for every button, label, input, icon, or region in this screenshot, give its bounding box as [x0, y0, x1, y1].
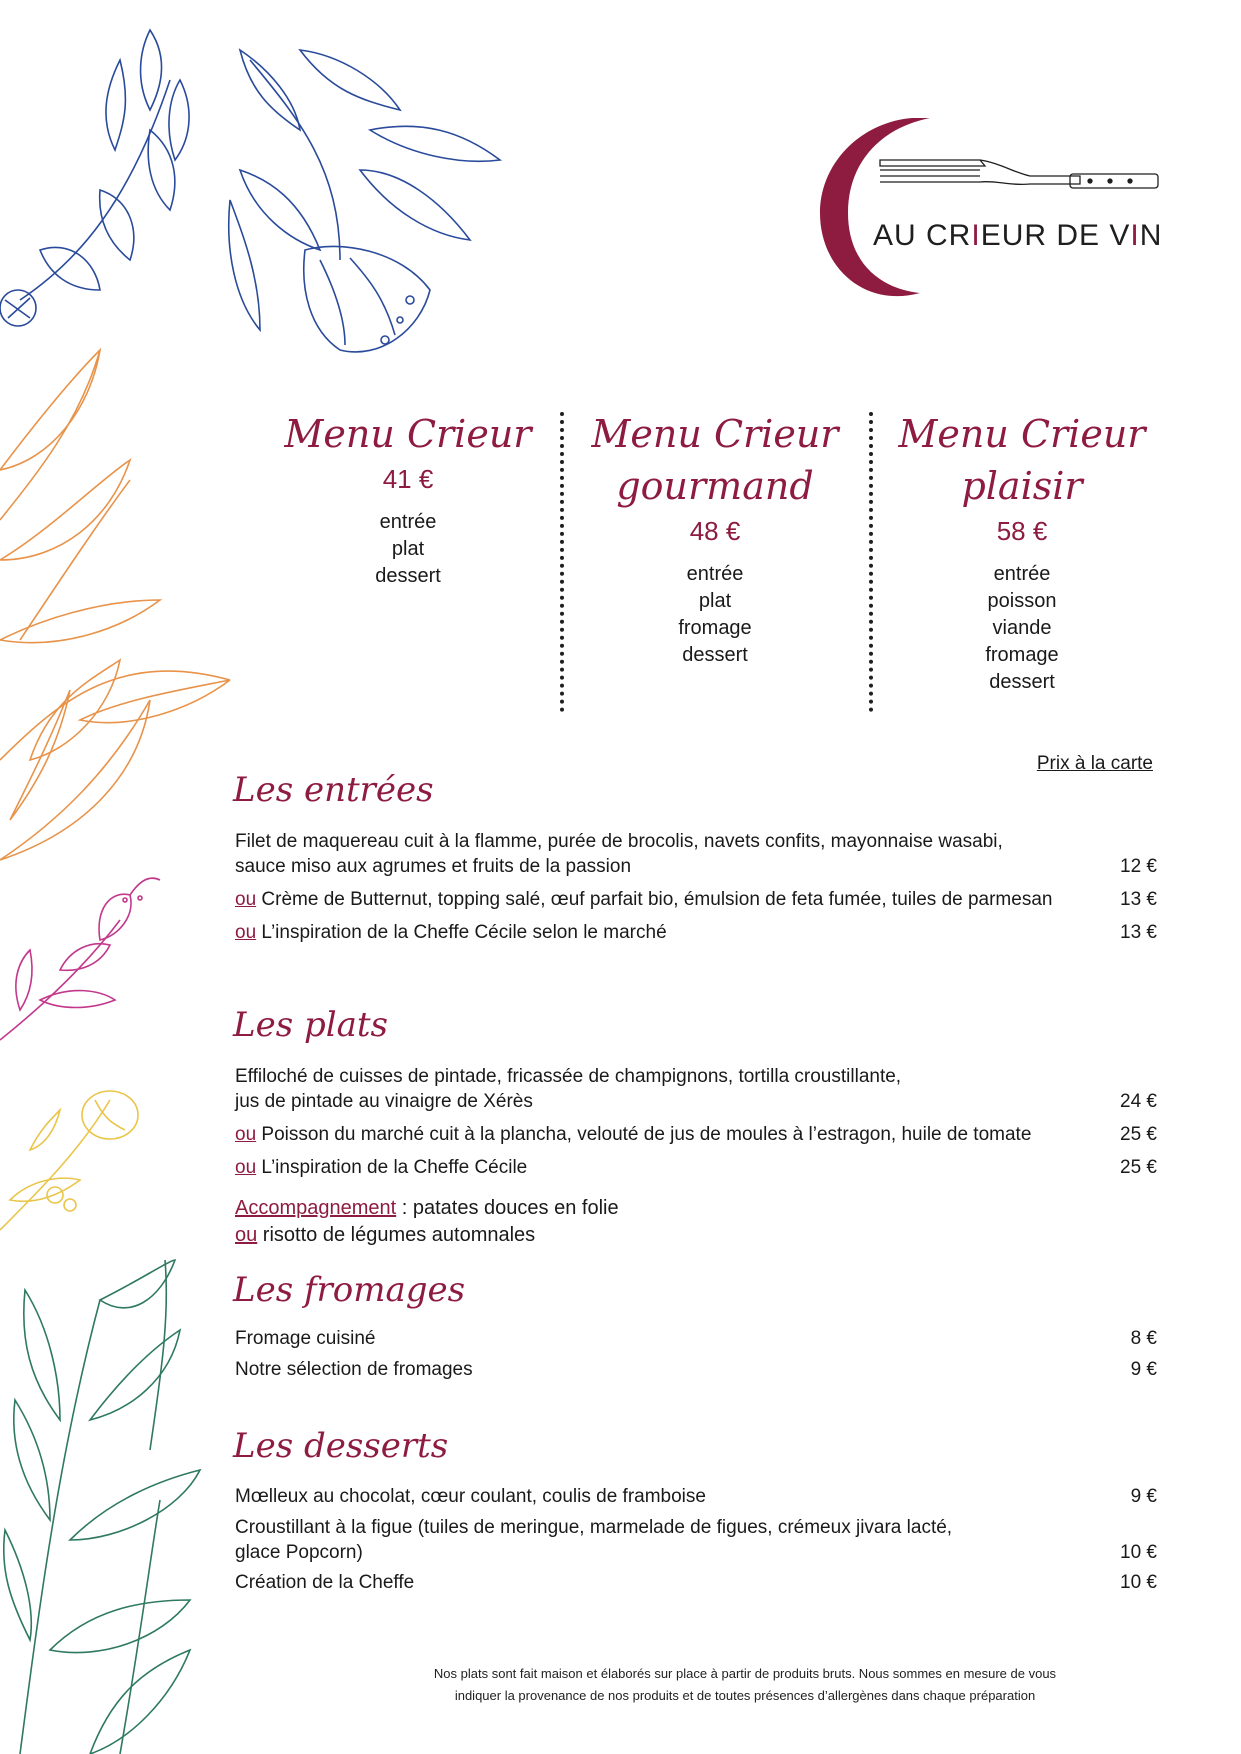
- restaurant-logo: [780, 118, 1180, 298]
- menu-crieur-plaisir: [892, 408, 1152, 696]
- menu-title: Menu Crieur: [591, 412, 839, 456]
- menu-crieur-gourmand: [585, 408, 845, 669]
- dish-description: ou L’inspiration de la Cheffe Cécile: [235, 1157, 528, 1178]
- menu-subtitle: plaisir: [961, 464, 1083, 508]
- dish-row: [235, 1155, 1157, 1180]
- dish-row: [235, 887, 1157, 912]
- dish-row: [235, 1570, 1157, 1595]
- a-la-carte-label: Prix à la carte: [1036, 753, 1153, 774]
- menu-course: dessert: [989, 671, 1055, 693]
- magenta-flower-sprig: [0, 878, 160, 1040]
- dish-description: Notre sélection de fromages: [235, 1359, 473, 1380]
- dish-description: ou Poisson du marché cuit à la plancha, velouté de jus de moules à l’estragon, huile de tomate: [235, 1124, 1032, 1145]
- dish-description: Croustillant à la figue (tuiles de meringue, marmelade de figues, crémeux jivara lacté, glace Popcorn): [235, 1517, 953, 1563]
- dish-price: 8 €: [1130, 1328, 1157, 1349]
- yellow-flower-sprig: [0, 1091, 138, 1230]
- menu-course: entrée: [993, 563, 1051, 585]
- blue-leaf-sprig: [0, 30, 189, 326]
- dish-row: [235, 829, 1157, 879]
- menu-course: poisson: [987, 590, 1057, 612]
- dish-description: Mœlleux au chocolat, cœur coulant, coulis de framboise: [235, 1486, 706, 1507]
- dish-description: Création de la Cheffe: [235, 1572, 415, 1593]
- dish-price: 9 €: [1130, 1486, 1157, 1507]
- dish-row: [235, 1515, 1157, 1565]
- dish-description: Effiloché de cuisses de pintade, fricassée de champignons, tortilla croustillante, jus de pintade au vinaigre de Xérès: [235, 1066, 902, 1112]
- dish-price: 13 €: [1120, 889, 1157, 910]
- dish-price: 25 €: [1120, 1157, 1157, 1178]
- dish-row: [235, 920, 1157, 945]
- menu-course: fromage: [678, 617, 752, 639]
- dish-description: Fromage cuisiné: [235, 1328, 376, 1349]
- menu-price: 48 €: [689, 516, 741, 546]
- menu-subtitle: gourmand: [616, 464, 814, 508]
- menu-divider: [869, 412, 873, 712]
- orange-leaves: [0, 350, 230, 860]
- dish-price: 9 €: [1130, 1359, 1157, 1380]
- menu-course: dessert: [375, 565, 441, 587]
- menu-title: Menu Crieur: [898, 412, 1146, 456]
- menu-crieur: [278, 408, 538, 590]
- dish-description: Filet de maquereau cuit à la flamme, purée de brocolis, navets confits, mayonnaise wasabi, sauce miso aux agrumes et fruits de la passion: [235, 831, 1003, 877]
- section-title-entrees: Les entrées: [233, 770, 434, 810]
- dish-price: 25 €: [1120, 1124, 1157, 1145]
- menu-course: entrée: [686, 563, 744, 585]
- menu-course: plat: [391, 538, 425, 560]
- accompaniment-label: Accompagnement: [235, 1197, 397, 1219]
- logo-crescent: [820, 118, 930, 296]
- accompaniment: Accompagnement : patates douces en folie ou risotto de légumes automnales: [235, 1197, 619, 1246]
- footnote: Nos plats sont fait maison et élaborés sur place à partir de produits bruts. Nous sommes en mesure de vous indiquer la provenance de nos produits et de toutes présences d’allergènes dans chaque préparation: [433, 1666, 1057, 1703]
- menu-title: Menu Crieur: [284, 412, 532, 456]
- section-title-fromages: Les fromages: [233, 1270, 466, 1310]
- menu-course: fromage: [985, 644, 1059, 666]
- dish-price: 12 €: [1120, 856, 1157, 877]
- dish-description: ou Crème de Butternut, topping salé, œuf parfait bio, émulsion de feta fumée, tuiles de parmesan: [235, 889, 1053, 910]
- dish-price: 13 €: [1120, 922, 1157, 943]
- menu-course: entrée: [379, 511, 437, 533]
- menu-course: dessert: [682, 644, 748, 666]
- section-title-desserts: Les desserts: [233, 1426, 449, 1466]
- fork-knife-icon: [880, 160, 1158, 188]
- restaurant-name: AU CRIEUR DE VIN: [873, 219, 1163, 252]
- section-title-plats: Les plats: [233, 1005, 388, 1045]
- dish-price: 24 €: [1120, 1091, 1157, 1112]
- blue-flower: [229, 50, 500, 352]
- menu-course: viande: [992, 617, 1052, 639]
- dish-row: [235, 1357, 1157, 1382]
- menu-course: plat: [698, 590, 732, 612]
- dish-row: [235, 1122, 1157, 1147]
- dish-price: 10 €: [1120, 1572, 1157, 1593]
- dish-row: [235, 1326, 1157, 1351]
- dish-description: ou L’inspiration de la Cheffe Cécile selon le marché: [235, 922, 667, 943]
- menu-price: 58 €: [996, 516, 1048, 546]
- menu-price: 41 €: [382, 464, 434, 494]
- dish-row: [235, 1064, 1157, 1114]
- dish-price: 10 €: [1120, 1542, 1157, 1563]
- dish-row: [235, 1484, 1157, 1509]
- green-leaves: [4, 1260, 200, 1754]
- menu-divider: [560, 412, 564, 712]
